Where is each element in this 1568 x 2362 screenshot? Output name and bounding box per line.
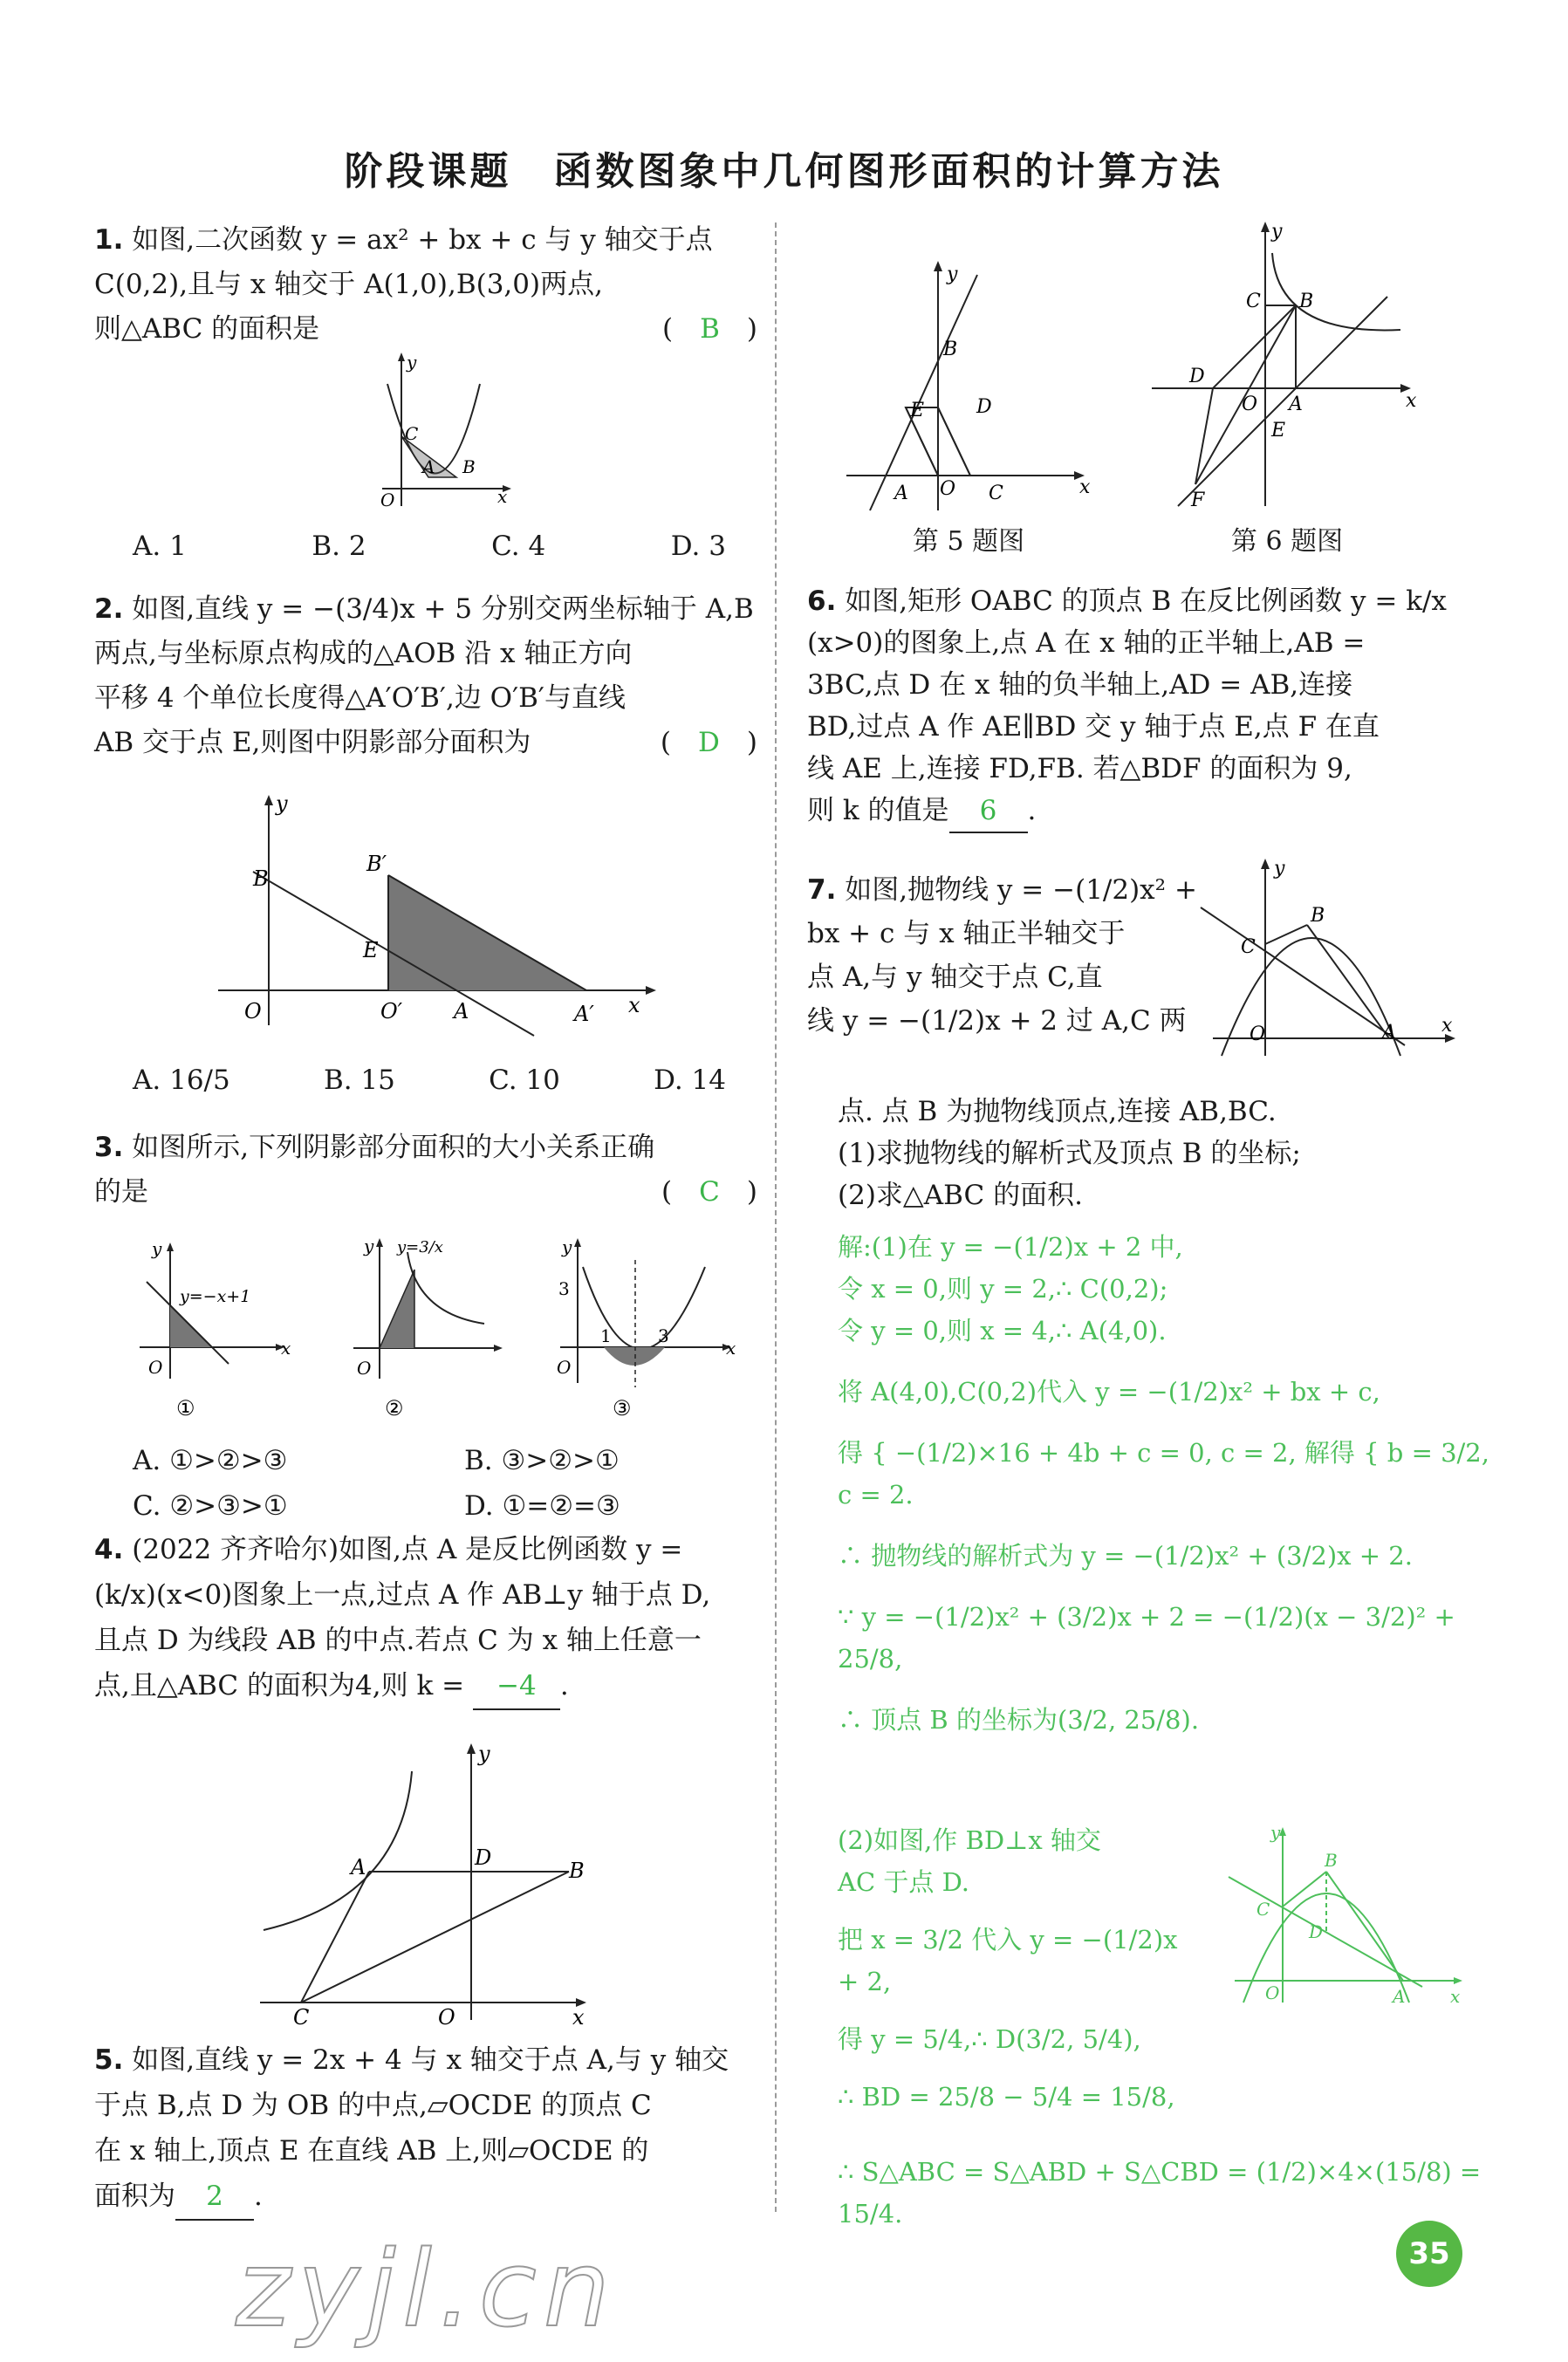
q7-sol-line: 得 y = 5/4,∴ D(3/2, 5/4),	[838, 2024, 1141, 2054]
q2-option-a: A. 16/5	[133, 1065, 230, 1096]
q3-fig2-y: y	[364, 1236, 374, 1256]
q7-fig-a: A	[1382, 1022, 1396, 1044]
q6-fig-y: y	[1271, 221, 1283, 243]
q7-line3: 点 A,与 y 轴交于点 C,直	[807, 962, 1103, 993]
q3-fig3-3x: 3	[658, 1325, 669, 1346]
q3-figure-2	[345, 1226, 519, 1431]
q3-options	[133, 1438, 726, 1529]
q1-fig-y: y	[407, 352, 417, 373]
q3-number: 3.	[94, 1132, 124, 1163]
q7-sol-fig-d: D	[1309, 1921, 1324, 1942]
q1-answer: B	[700, 313, 720, 345]
q4-fig-a: A	[351, 1855, 366, 1879]
q7-fig-y: y	[1274, 858, 1285, 880]
question-4: 4. (2022 齐齐哈尔)如图,点 A 是反比例函数 y = (k/x)(x<0)图象上一点,过点 A 作 AB⊥y 轴于点 D, 且点 D 为线段 AB 的中点.若点 C 为 x 轴上任意一 点,且△ABC 的面积为4,则 k = −4 .	[94, 1527, 757, 1710]
q5-number: 5.	[94, 2044, 124, 2076]
q1-fig-a: A	[422, 456, 435, 477]
page-number: 35	[1396, 2221, 1462, 2287]
q5-fig-e: E	[910, 400, 925, 421]
q7-fig-o: O	[1250, 1024, 1266, 1045]
q5-fig-x: x	[1079, 476, 1091, 498]
q3-fig1-x: x	[281, 1338, 291, 1359]
q7-sol-fig-a: A	[1393, 1986, 1406, 2007]
q3-fig3-1: 1	[600, 1325, 612, 1346]
q6-number: 6.	[807, 585, 837, 617]
q1-option-a: A. 1	[133, 531, 187, 562]
q2-fig-op: O′	[380, 999, 403, 1024]
q3-fig2-caption: ②	[385, 1396, 404, 1421]
q7-sol-fig-c: C	[1256, 1899, 1270, 1920]
q2-number: 2.	[94, 593, 124, 625]
q2-fig-y: y	[276, 791, 288, 816]
q6-line6: 则 k 的值是	[807, 795, 949, 826]
q7-sol-line: AC 于点 D.	[838, 1867, 970, 1897]
q3-option-b: B. ③>②>①	[464, 1445, 620, 1476]
q1-figure	[366, 349, 515, 515]
q1-option-c: C. 4	[491, 531, 546, 562]
q4-fig-d: D	[475, 1845, 492, 1870]
q7-sol-fig-x: x	[1450, 1986, 1461, 2007]
watermark-logo: zyjl.cn	[236, 2229, 617, 2351]
q3-fig2-eq: y=3/x	[397, 1238, 443, 1256]
q3-line1: 如图所示,下列阴影部分面积的大小关系正确	[132, 1132, 655, 1163]
q6-fig-x: x	[1406, 390, 1417, 412]
q1-fig-c: C	[405, 423, 419, 444]
q6-fig-o: O	[1242, 394, 1258, 415]
q4-number: 4.	[94, 1534, 124, 1565]
q6-fig-d: D	[1189, 366, 1205, 387]
q6-line4: BD,过点 A 作 AE∥BD 交 y 轴于点 E,点 F 在直	[807, 711, 1380, 743]
q7-line1: 如图,抛物线 y = −(1/2)x² +	[845, 874, 1197, 906]
q5-line3: 在 x 轴上,顶点 E 在直线 AB 上,则▱OCDE 的	[94, 2135, 649, 2167]
q4-answer: −4	[473, 1663, 560, 1710]
q3-answer-bracket: ( C )	[661, 1176, 757, 1208]
q5-fig-y: y	[947, 264, 958, 285]
q5-fig-c: C	[989, 483, 1003, 504]
q7-sol-line: 得 { −(1/2)×16 + 4b + c = 0, c = 2, 解得 { b = 3/2, c = 2.	[838, 1438, 1489, 1510]
q5-fig-b: B	[943, 339, 958, 360]
q7-sol-line: ∴ BD = 25/8 − 5/4 = 15/8,	[838, 2082, 1175, 2112]
q3-option-c: C. ②>③>①	[133, 1490, 288, 1522]
q5-fig-a: A	[894, 483, 908, 504]
q7-sol-line: (2)如图,作 BD⊥x 轴交	[838, 1825, 1101, 1855]
q7-sol-fig-y: y	[1270, 1822, 1281, 1843]
q7-sol-line: 解:(1)在 y = −(1/2)x + 2 中,	[838, 1232, 1183, 1262]
page-title: 阶段课题 函数图象中几何图形面积的计算方法	[344, 149, 1224, 194]
q6-fig-a: A	[1289, 394, 1303, 415]
question-2	[94, 587, 757, 765]
q5-fig-o: O	[940, 478, 956, 500]
q7-sol-line: ∵ y = −(1/2)x² + (3/2)x + 2 = −(1/2)(x − 3/2)² + 25/8,	[838, 1602, 1455, 1674]
q5-answer: 2	[175, 2174, 254, 2221]
q3-fig3-y: y	[562, 1236, 572, 1257]
q7-line2: bx + c 与 x 轴正半轴交于	[807, 918, 1126, 949]
q1-option-b: B. 2	[312, 531, 366, 562]
q4-fig-y: y	[478, 1742, 490, 1766]
q1-fig-o: O	[380, 490, 395, 510]
q5-fig-d: D	[976, 396, 992, 418]
q1-line1: 如图,二次函数 y = ax² + bx + c 与 y 轴交于点	[132, 224, 713, 256]
q2-fig-a: A	[454, 999, 469, 1024]
question-1	[94, 218, 757, 352]
q1-line3: 则△ABC 的面积是	[94, 313, 320, 345]
q4-fig-c: C	[293, 2005, 310, 2030]
q7-number: 7.	[807, 874, 837, 906]
q7-fig-c: C	[1241, 936, 1256, 958]
q4-fig-o: O	[438, 2005, 455, 2030]
q2-fig-b: B	[253, 866, 269, 891]
q4-line3: 且点 D 为线段 AB 的中点.若点 C 为 x 轴上任意一	[94, 1625, 702, 1656]
q1-answer-bracket: ( B )	[662, 313, 757, 345]
q7-fig-x: x	[1441, 1015, 1453, 1037]
q7-sol-line: 将 A(4,0),C(0,2)代入 y = −(1/2)x² + bx + c,	[838, 1377, 1380, 1407]
q4-line1: (2022 齐齐哈尔)如图,点 A 是反比例函数 y =	[132, 1534, 683, 1565]
q3-answer: C	[699, 1176, 720, 1208]
q7-solution-figure	[1222, 1819, 1475, 2011]
q7-line5: 点. 点 B 为抛物线顶点,连接 AB,BC.	[838, 1096, 1277, 1127]
q3-option-d: D. ①=②=③	[464, 1490, 620, 1522]
q7-solution-part2	[838, 1819, 1204, 2118]
question-5: 5. 如图,直线 y = 2x + 4 与 x 轴交于点 A,与 y 轴交 于点 B,点 D 为 OB 的中点,▱OCDE 的顶点 C 在 x 轴上,顶点 E 在直线 AB 上,则▱OCDE 的 面积为 2 .	[94, 2037, 757, 2221]
q7-solution	[838, 1226, 1510, 1741]
q6-line2: (x>0)的图象上,点 A 在 x 轴的正半轴上,AB =	[807, 627, 1366, 659]
q7-line7: (2)求△ABC 的面积.	[838, 1180, 1083, 1211]
q5-figure-caption: 第 5 题图	[912, 526, 1025, 557]
q6-line1: 如图,矩形 OABC 的顶点 B 在反比例函数 y = k/x	[845, 585, 1447, 617]
column-divider	[775, 223, 777, 2212]
q6-fig-e: E	[1271, 420, 1286, 442]
q2-answer: D	[698, 727, 720, 758]
q3-fig3-o: O	[557, 1357, 572, 1378]
q4-fig-x: x	[572, 2005, 585, 2030]
q5-figure	[833, 257, 1095, 524]
q3-fig1-eq: y=−x+1	[180, 1287, 251, 1306]
q6-fig-c: C	[1246, 291, 1261, 312]
q3-option-a: A. ①>②>③	[133, 1445, 288, 1476]
q3-fig3-x: x	[726, 1338, 736, 1359]
q6-answer: 6	[949, 790, 1028, 833]
q2-fig-x: x	[628, 993, 640, 1017]
question-6: 6. 如图,矩形 OABC 的顶点 B 在反比例函数 y = k/x (x>0)的图象上,点 A 在 x 轴的正半轴上,AB = 3BC,点 D 在 x 轴的负半轴上,AD = AB,连接 BD,过点 A 作 AE∥BD 交 y 轴于点 E,点 F 在直 线 AE 上,连接 FD,FB. 若△BDF 的面积为 9, 则 k 的值是 6 .	[807, 580, 1470, 833]
q2-answer-bracket: ( D )	[660, 727, 757, 758]
q3-fig1-y: y	[152, 1238, 162, 1259]
q3-fig3-caption: ③	[613, 1396, 632, 1421]
q6-figure	[1139, 218, 1435, 519]
q7-sol-line: 令 y = 0,则 x = 4,∴ A(4,0).	[838, 1316, 1167, 1345]
q6-fig-f: F	[1191, 490, 1205, 511]
q3-line2: 的是	[94, 1176, 148, 1208]
q3-figure-3	[543, 1230, 752, 1431]
q3-fig2-o: O	[357, 1358, 372, 1379]
q1-number: 1.	[94, 224, 124, 256]
q2-line2: 两点,与坐标原点构成的△AOB 沿 x 轴正方向	[94, 638, 633, 669]
q2-fig-e: E	[363, 938, 379, 962]
q2-line4: AB 交于点 E,则图中阴影部分面积为	[94, 727, 531, 758]
q1-fig-b: B	[462, 456, 476, 477]
q2-figure	[209, 790, 663, 1043]
q4-fig-b: B	[569, 1859, 585, 1883]
question-7-cont	[838, 1091, 1501, 1216]
q2-option-c: C. 10	[489, 1065, 560, 1096]
q2-options	[133, 1065, 726, 1096]
q4-line4: 点,且△ABC 的面积为4,则 k =	[94, 1670, 465, 1701]
q1-line2: C(0,2),且与 x 轴交于 A(1,0),B(3,0)两点,	[94, 269, 603, 300]
q5-line2: 于点 B,点 D 为 OB 的中点,▱OCDE 的顶点 C	[94, 2090, 652, 2121]
q6-line5: 线 AE 上,连接 FD,FB. 若△BDF 的面积为 9,	[807, 753, 1352, 784]
question-3	[94, 1126, 757, 1215]
q7-figure	[1195, 855, 1466, 1065]
q4-line2: (k/x)(x<0)图象上一点,过点 A 作 AB⊥y 轴于点 D,	[94, 1579, 711, 1611]
q3-figure-1	[131, 1230, 305, 1431]
q7-sol-line: ∴ 顶点 B 的坐标为(3/2, 25/8).	[838, 1705, 1200, 1735]
q7-sol-fig-b: B	[1325, 1850, 1338, 1871]
q5-line4: 面积为	[94, 2181, 175, 2212]
q7-sol-line: 把 x = 3/2 代入 y = −(1/2)x + 2,	[838, 1925, 1178, 1996]
q1-options	[133, 531, 726, 562]
q7-line4: 线 y = −(1/2)x + 2 过 A,C 两	[807, 1005, 1187, 1037]
q1-fig-x: x	[497, 486, 508, 507]
q7-sol-fig-o: O	[1265, 1982, 1280, 2003]
q3-fig1-caption: ①	[176, 1396, 195, 1421]
q4-figure	[253, 1736, 602, 2033]
q1-option-d: D. 3	[670, 531, 726, 562]
q3-fig1-o: O	[148, 1357, 163, 1378]
q7-sol-line: ∴ 抛物线的解析式为 y = −(1/2)x² + (3/2)x + 2.	[838, 1541, 1413, 1571]
q2-fig-bp: B′	[366, 852, 387, 876]
q5-line1: 如图,直线 y = 2x + 4 与 x 轴交于点 A,与 y 轴交	[132, 2044, 729, 2076]
q2-fig-o: O	[244, 999, 262, 1024]
q6-line3: 3BC,点 D 在 x 轴的负半轴上,AD = AB,连接	[807, 669, 1353, 701]
q7-fig-b: B	[1311, 905, 1325, 927]
q2-line1: 如图,直线 y = −(3/4)x + 5 分别交两坐标轴于 A,B	[132, 593, 754, 625]
q7-sol-line: 令 x = 0,则 y = 2,∴ C(0,2);	[838, 1274, 1168, 1304]
q3-fig3-3y: 3	[558, 1278, 570, 1299]
q7-solution-final: ∴ S△ABC = S△ABD + S△CBD = (1/2)×4×(15/8) = 15/4.	[838, 2157, 1482, 2228]
q6-figure-caption: 第 6 题图	[1230, 526, 1344, 557]
q2-option-d: D. 14	[654, 1065, 726, 1096]
q2-option-b: B. 15	[323, 1065, 395, 1096]
q7-line6: (1)求抛物线的解析式及顶点 B 的坐标;	[838, 1138, 1301, 1169]
q2-fig-ap: A′	[574, 1002, 594, 1026]
q6-fig-b: B	[1299, 291, 1314, 312]
question-7	[807, 868, 1217, 1043]
q2-line3: 平移 4 个单位长度得△A′O′B′,边 O′B′与直线	[94, 682, 626, 714]
